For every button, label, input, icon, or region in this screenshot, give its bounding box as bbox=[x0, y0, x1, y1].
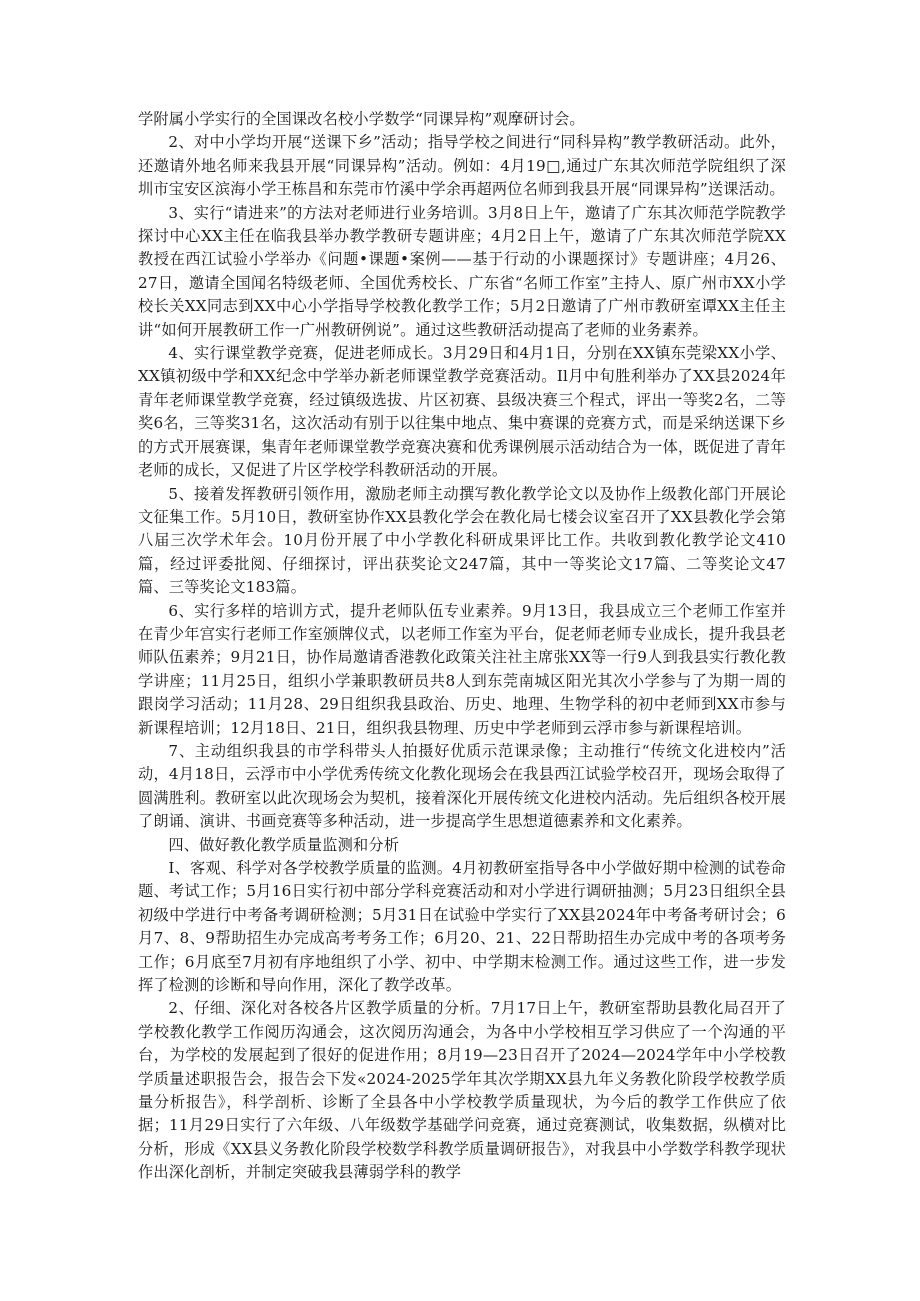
paragraph-4: 4、实行课堂教学竞赛，促进老师成长。3月29日和4月1日，分别在XX镇东莞梁XX小学、XX镇初级中学和XX纪念中学举办新老师课堂教学竞赛活动。Il月中旬胜利举办了XX县2024年青年老师课堂教学竞赛，经过镇级选拔、片区初赛、县级决赛三个程式，评出一等奖2名，二等奖6名，三等奖31名，这次活动有别于以往集中地点、集中赛课的竞赛方式，而是采纳送课下乡的方式开展赛课，集青年老师课堂教学竞赛决赛和优秀课例展示活动结合为一体，既促进了青年老师的成长，又促进了片区学校学科教研活动的开展。 bbox=[138, 344, 786, 480]
paragraph-9: 2、仔细、深化对各校各片区教学质量的分析。7月17日上午，教研室帮助县教化局召开了学校教化教学工作阅历沟通会，这次阅历沟通会，为各中小学校相互学习供应了一个沟通的平台，为学校的发展起到了很好的促进作用；8月19—23日召开了2024—2024学年中小学校教学质量述职报告会，报告会下发«2024-2025学年其次学期XX县九年义务教化阶段学校教学质量分析报告》，科学剖析、诊断了全县各中小学校教学质量现状，为今后的教学工作供应了依据；11月29日实行了六年级、八年级数学基础学问竞赛，通过竞赛测试，收集数据，纵横对比分析，形成《XX县义务教化阶段学校数学科教学质量调研报告》，对我县中小学数学科教学现状作出深化剖析，并制定突破我县薄弱学科的教学 bbox=[138, 999, 786, 1182]
paragraph-3: 3、实行“请进来”的方法对老师进行业务培训。3月8日上午，邀请了广东其次师范学院教学探讨中心XX主任在临我县举办教学教研专题讲座；4月2日上午，邀请了广东其次师范学院XX教授在西江试验小学举办《问题•课题•案例——基于行动的小课题探讨》专题讲座；4月26、27日，邀请全国闻名特级老师、全国优秀校长、广东省“名师工作室”主持人、原广州市XX小学校长关XX同志到XX中心小学指导学校教化教学工作；5月2日邀请了广州市教研室谭XX主任主讲“如何开展教研工作一广州教研例说”。通过这些教研活动提高了老师的业务素养。 bbox=[138, 203, 786, 339]
document-body bbox=[138, 108, 786, 1185]
paragraph-7: 7、主动组织我县的市学科带头人拍摄好优质示范课录像；主动推行“传统文化进校内”活动，4月18日，云浮市中小学优秀传统文化教化现场会在我县西江试验学校召开，现场会取得了圆满胜利。教研室以此次现场会为契机，接着深化开展传统文化进校内活动。先后组织各校开展了朗诵、演讲、书画竞赛等多种活动，进一步提高学生思想道德素养和文化素养。 bbox=[138, 741, 786, 831]
paragraph-2: 2、对中小学均开展“送课下乡”活动；指导学校之间进行“同科异构”教学教研活动。此外，还邀请外地名师来我县开展“同课异构”活动。例如：4月19□,通过广东其次师范学院组织了深圳市宝安区滨海小学王栋昌和东莞市竹溪中学余再超两位名师到我县开展“同课异构”送课活动。 bbox=[138, 133, 786, 199]
paragraph-8: I、客观、科学对各学校教学质量的监测。4月初教研室指导各中小学做好期中检测的试卷命题、考试工作；5月16日实行初中部分学科竞赛活动和对小学进行调研抽测；5月23日组织全县初级中学进行中考备考调研检测；5月31日在试验中学实行了XX县2024年中考备考研讨会；6月7、8、9帮助招生办完成高考考务工作；6月20、21、22日帮助招生办完成中考的各项考务工作；6月底至7月初有序地组织了小学、初中、中学期末检测工作。通过这些工作，进一步发挥了检测的诊断和导向作用，深化了教学改革。 bbox=[138, 859, 786, 995]
paragraph-5: 5、接着发挥教研引领作用，激励老师主动撰写教化教学论文以及协作上级教化部门开展论文征集工作。5月10日，教研室协作XX县教化学会在教化局七楼会议室召开了XX县教化学会第八届三次学术年会。10月份开展了中小学教化科研成果评比工作。共收到教化教学论文410篇，经过评委批阅、仔细探讨，评出获奖论文247篇，其中一等奖论文17篇、二等奖论文47篇、三等奖论文183篇。 bbox=[138, 484, 786, 597]
section-heading: 四、做好教化教学质量监测和分析 bbox=[168, 835, 400, 854]
paragraph-6: 6、实行多样的培训方式，提升老师队伍专业素养。9月13日，我县成立三个老师工作室并在青少年宫实行老师工作室颁牌仪式，以老师工作室为平台，促老师老师专业成长，提升我县老师队伍素养；9月21日，协作局邀请香港教化政策关注社主席张XX等一行9人到我县实行教化教学讲座；11月25日，组织小学兼职教研员共8人到东莞南城区阳光其次小学参与了为期一周的跟岗学习活动；11月28、29日组织我县政治、历史、地理、生物学科的初中老师到XX市参与新课程培训；12月18日、21日，组织我县物理、历史中学老师到云浮市参与新课程培训。 bbox=[138, 601, 786, 737]
paragraph-1: 学附属小学实行的全国课改名校小学数学“同课异构”观摩研讨会。 bbox=[138, 110, 585, 128]
